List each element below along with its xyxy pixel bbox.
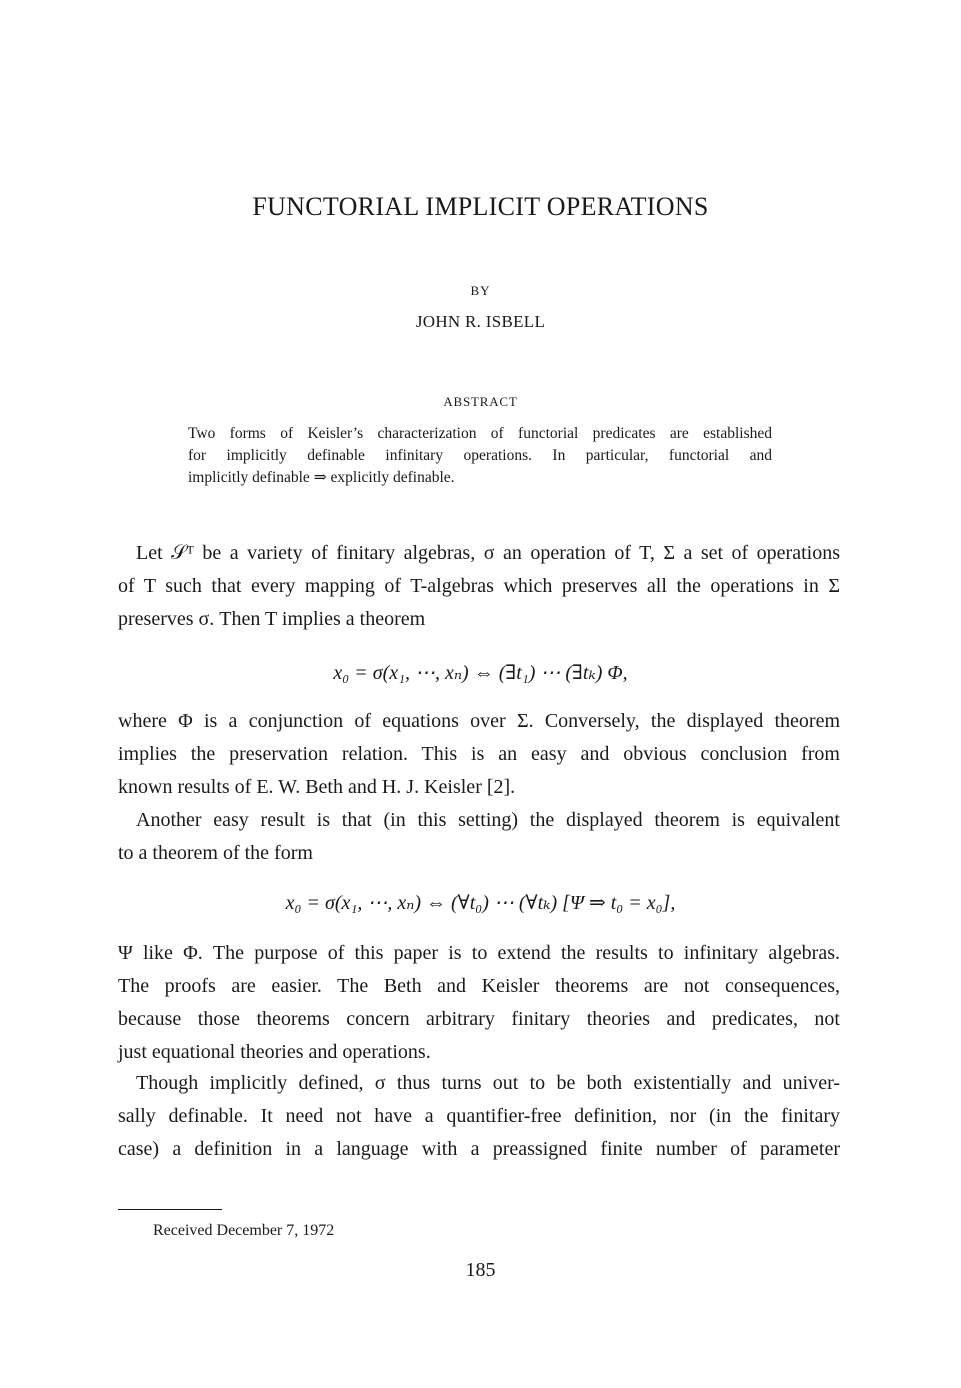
paragraph-1 <box>118 537 840 636</box>
text-line: of T such that every mapping of T-algebras which preserves all the operations in Σ <box>118 575 840 597</box>
text-line: preserves σ. Then T implies a theorem <box>118 608 426 630</box>
paragraph-3 <box>118 804 840 870</box>
text-line: The proofs are easier. The Beth and Keisler theorems are not consequences, <box>118 975 840 997</box>
text-line: to a theorem of the form <box>118 842 313 864</box>
byline: BY <box>470 283 491 298</box>
paragraph-2 <box>118 705 840 804</box>
abstract-line: for implicitly definable infinitary operations. In particular, functorial and <box>188 447 772 464</box>
paper-title: FUNCTORIAL IMPLICIT OPERATIONS <box>252 192 709 221</box>
abstract-body <box>188 423 772 489</box>
text-line: known results of E. W. Beth and H. J. Keisler [2]. <box>118 776 516 798</box>
display-equation-2: x₀ = σ(x₁, ⋯, xₙ) ⇔ (∀t₀) ⋯ (∀tₖ) [Ψ ⇒ t₀ = x₀], <box>285 892 676 914</box>
footnote: Received December 7, 1972 <box>153 1222 335 1239</box>
text-line: just equational theories and operations. <box>118 1041 431 1063</box>
text-line: sally definable. It need not have a quantifier-free definition, nor (in the finitary <box>118 1105 840 1127</box>
footnote-divider <box>118 1209 222 1210</box>
page-number: 185 <box>465 1259 496 1281</box>
text-line: implies the preservation relation. This is an easy and obvious conclusion from <box>118 743 840 765</box>
author-name: JOHN R. ISBELL <box>415 312 546 331</box>
display-equation-1: x₀ = σ(x₁, ⋯, xₙ) ⇔ (∃t₁) ⋯ (∃tₖ) Φ, <box>333 662 628 684</box>
paragraph-5 <box>118 1067 840 1166</box>
text-line: case) a definition in a language with a preassigned finite number of parameter <box>118 1138 840 1160</box>
text-line: Though implicitly defined, σ thus turns out to be both existentially and univer- <box>136 1072 840 1094</box>
abstract-line: implicitly definable ⇒ explicitly definable. <box>188 469 455 486</box>
text-line: Ψ like Φ. The purpose of this paper is to extend the results to infinitary algebras. <box>118 942 840 964</box>
text-line: Let 𝒮ᵀ be a variety of finitary algebras, σ an operation of T, Σ a set of operations <box>136 542 840 564</box>
text-line: where Φ is a conjunction of equations over Σ. Conversely, the displayed theorem <box>118 710 840 732</box>
abstract-heading: ABSTRACT <box>443 394 518 409</box>
text-line: Another easy result is that (in this setting) the displayed theorem is equivalent <box>136 809 840 831</box>
paragraph-4 <box>118 937 840 1069</box>
text-line: because those theorems concern arbitrary finitary theories and predicates, not <box>118 1008 840 1030</box>
abstract-line: Two forms of Keisler’s characterization of functorial predicates are established <box>188 425 772 442</box>
